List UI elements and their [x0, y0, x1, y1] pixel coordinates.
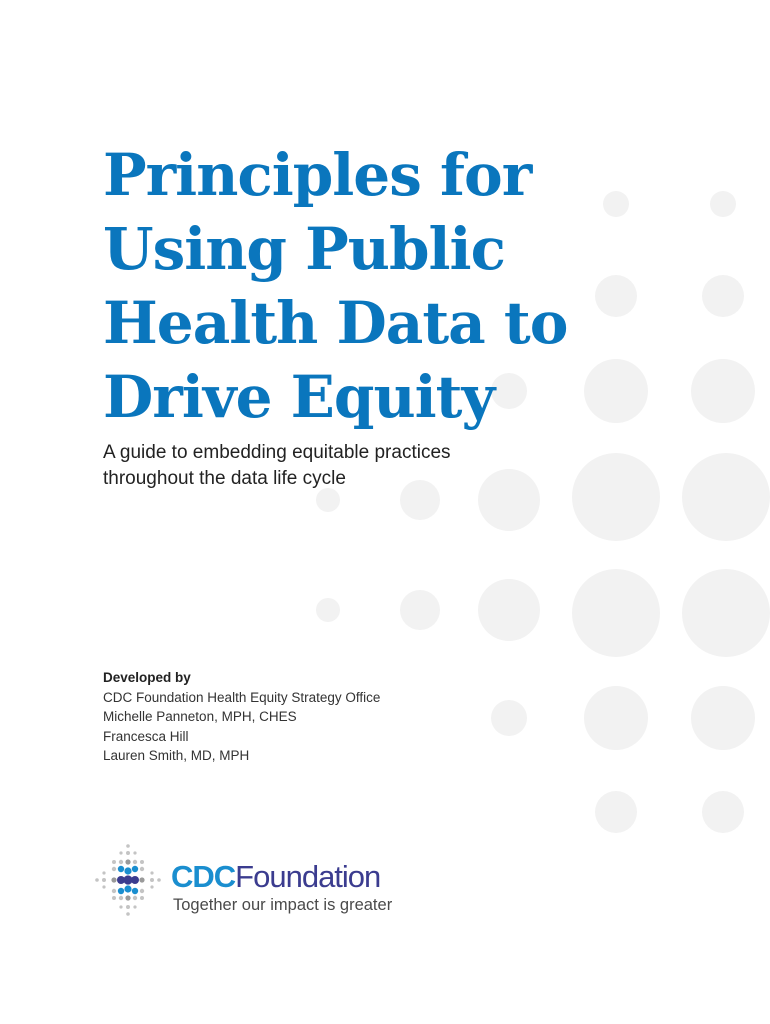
- decorative-dot: [702, 275, 744, 317]
- decorative-dot: [595, 791, 637, 833]
- decorative-dot: [478, 579, 540, 641]
- decorative-dot: [691, 686, 755, 750]
- document-subtitle: [103, 440, 451, 492]
- decorative-dot: [710, 191, 736, 217]
- decorative-dot: [572, 453, 660, 541]
- decorative-dot: [478, 469, 540, 531]
- title-line: Principles for: [103, 141, 532, 209]
- decorative-dot: [595, 275, 637, 317]
- decorative-dot: [584, 686, 648, 750]
- decorative-dot: [691, 359, 755, 423]
- subtitle-line: throughout the data life cycle: [103, 468, 346, 489]
- credit-author: Lauren Smith, MD, MPH: [103, 748, 250, 763]
- document-title: [103, 138, 573, 434]
- decorative-dot: [702, 791, 744, 833]
- subtitle-line: A guide to embedding equitable practices: [103, 442, 451, 463]
- decorative-dot: [400, 590, 440, 630]
- decorative-dot: [491, 700, 527, 736]
- cdc-foundation-logo: [93, 840, 393, 920]
- credit-author: Francesca Hill: [103, 728, 189, 744]
- decorative-dot: [603, 191, 629, 217]
- credits-block: [103, 668, 380, 766]
- logo-wordmark-cdc: CDC: [171, 859, 236, 894]
- decorative-dot: [584, 359, 648, 423]
- credit-organization: CDC Foundation Health Equity Strategy Office: [103, 689, 381, 705]
- credit-author: Michelle Panneton, MPH, CHES: [103, 709, 297, 724]
- logo-mark-icon: [93, 840, 163, 920]
- decorative-dot: [682, 453, 770, 541]
- title-line: Health Data to: [103, 289, 568, 357]
- decorative-dot: [572, 569, 660, 657]
- title-line: Using Public: [103, 215, 505, 283]
- logo-wordmark-foundation: Foundation: [235, 859, 381, 894]
- title-line: Drive Equity: [103, 363, 495, 431]
- credits-heading: Developed by: [103, 670, 191, 685]
- logo-wordmark: [171, 860, 380, 894]
- decorative-dot: [316, 598, 340, 622]
- decorative-dot: [682, 569, 770, 657]
- logo-tagline: Together our impact is greater: [173, 896, 393, 914]
